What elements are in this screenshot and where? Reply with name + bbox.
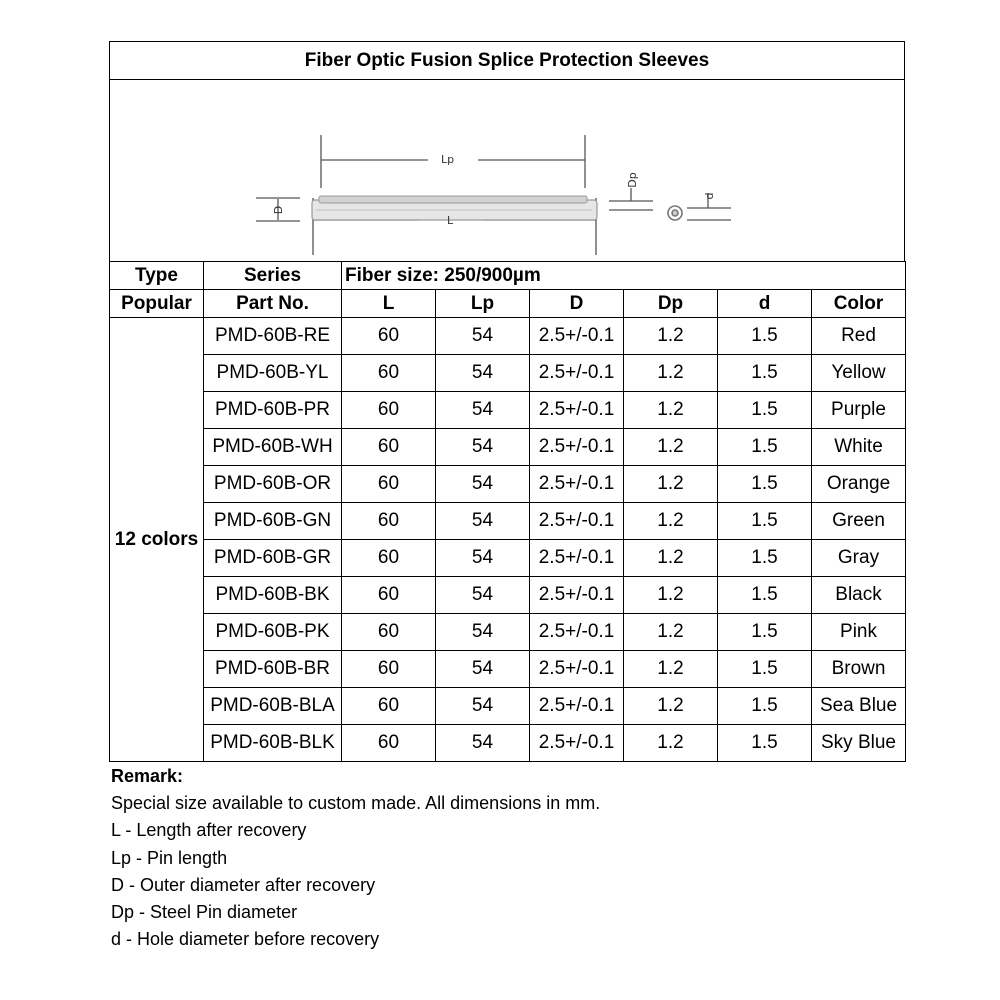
- l-cell: 60: [342, 651, 436, 688]
- remark-line: Special size available to custom made. All dimensions in mm.: [111, 793, 601, 814]
- header-color: Color: [812, 290, 906, 318]
- header-d: D: [530, 290, 624, 318]
- part-no-cell: PMD-60B-RE: [204, 318, 342, 355]
- dp-cell: 1.2: [624, 503, 718, 540]
- part-no-cell: PMD-60B-PK: [204, 614, 342, 651]
- label-dp: Dp: [626, 172, 639, 188]
- d-hole-cell: 1.5: [718, 614, 812, 651]
- dp-cell: 1.2: [624, 688, 718, 725]
- part-no-cell: PMD-60B-BR: [204, 651, 342, 688]
- dp-cell: 1.2: [624, 540, 718, 577]
- lp-cell: 54: [436, 318, 530, 355]
- part-no-cell: PMD-60B-BLK: [204, 725, 342, 762]
- color-cell: Purple: [812, 392, 906, 429]
- l-cell: 60: [342, 429, 436, 466]
- part-no-cell: PMD-60B-BLA: [204, 688, 342, 725]
- l-cell: 60: [342, 503, 436, 540]
- sleeve-diagram: [109, 80, 905, 261]
- d-cell: 2.5+/-0.1: [530, 318, 624, 355]
- l-cell: 60: [342, 577, 436, 614]
- part-no-cell: PMD-60B-YL: [204, 355, 342, 392]
- header-type: Type: [110, 262, 204, 290]
- l-cell: 60: [342, 392, 436, 429]
- header-series: Series: [204, 262, 342, 290]
- d-cell: 2.5+/-0.1: [530, 651, 624, 688]
- dp-cell: 1.2: [624, 725, 718, 762]
- l-cell: 60: [342, 725, 436, 762]
- table-row: [110, 429, 906, 466]
- l-cell: 60: [342, 614, 436, 651]
- dp-cell: 1.2: [624, 466, 718, 503]
- header-d-hole: d: [718, 290, 812, 318]
- lp-cell: 54: [436, 540, 530, 577]
- table-row: [110, 540, 906, 577]
- part-no-cell: PMD-60B-WH: [204, 429, 342, 466]
- lp-cell: 54: [436, 392, 530, 429]
- header-dp: Dp: [624, 290, 718, 318]
- color-cell: Brown: [812, 651, 906, 688]
- sheet-title: Fiber Optic Fusion Splice Protection Sleeves: [109, 41, 905, 80]
- table-row: [110, 392, 906, 429]
- label-l: L: [447, 214, 454, 227]
- header-popular: Popular: [110, 290, 204, 318]
- header-row-1: [110, 262, 906, 290]
- color-cell: Sea Blue: [812, 688, 906, 725]
- l-cell: 60: [342, 355, 436, 392]
- d-cell: 2.5+/-0.1: [530, 577, 624, 614]
- table-row: [110, 355, 906, 392]
- color-cell: Orange: [812, 466, 906, 503]
- group-label: 12 colors: [110, 318, 204, 762]
- header-lp: Lp: [436, 290, 530, 318]
- table-row: [110, 651, 906, 688]
- table-row: [110, 503, 906, 540]
- part-no-cell: PMD-60B-GN: [204, 503, 342, 540]
- d-cell: 2.5+/-0.1: [530, 466, 624, 503]
- d-hole-cell: 1.5: [718, 355, 812, 392]
- d-cell: 2.5+/-0.1: [530, 392, 624, 429]
- cross-section-icon: [668, 206, 682, 220]
- color-cell: Gray: [812, 540, 906, 577]
- d-cell: 2.5+/-0.1: [530, 688, 624, 725]
- lp-cell: 54: [436, 725, 530, 762]
- lp-cell: 54: [436, 355, 530, 392]
- d-hole-cell: 1.5: [718, 466, 812, 503]
- d-cell: 2.5+/-0.1: [530, 503, 624, 540]
- color-cell: Yellow: [812, 355, 906, 392]
- label-lp: Lp: [441, 153, 455, 166]
- table-row: [110, 466, 906, 503]
- l-cell: 60: [342, 688, 436, 725]
- l-cell: 60: [342, 540, 436, 577]
- color-cell: Black: [812, 577, 906, 614]
- dp-cell: 1.2: [624, 651, 718, 688]
- header-fiber-size: Fiber size: 250/900µm: [342, 262, 906, 290]
- remark-line: D - Outer diameter after recovery: [111, 874, 376, 895]
- spec-sheet: [109, 41, 905, 762]
- remarks-section: [111, 763, 600, 953]
- header-part-no: Part No.: [204, 290, 342, 318]
- color-cell: Pink: [812, 614, 906, 651]
- d-hole-cell: 1.5: [718, 577, 812, 614]
- lp-cell: 54: [436, 688, 530, 725]
- l-cell: 60: [342, 466, 436, 503]
- d-hole-cell: 1.5: [718, 429, 812, 466]
- label-d-outer: D: [272, 205, 285, 215]
- color-cell: Green: [812, 503, 906, 540]
- remark-line: L - Length after recovery: [111, 820, 307, 841]
- table-row: [110, 725, 906, 762]
- d-hole-cell: 1.5: [718, 503, 812, 540]
- remarks-title: Remark:: [111, 766, 184, 786]
- lp-cell: 54: [436, 651, 530, 688]
- color-cell: Red: [812, 318, 906, 355]
- d-hole-cell: 1.5: [718, 651, 812, 688]
- lp-cell: 54: [436, 503, 530, 540]
- dp-cell: 1.2: [624, 318, 718, 355]
- d-hole-cell: 1.5: [718, 318, 812, 355]
- lp-cell: 54: [436, 577, 530, 614]
- sleeve-body: [312, 196, 597, 220]
- part-no-cell: PMD-60B-PR: [204, 392, 342, 429]
- lp-cell: 54: [436, 429, 530, 466]
- dp-cell: 1.2: [624, 614, 718, 651]
- d-cell: 2.5+/-0.1: [530, 355, 624, 392]
- d-hole-cell: 1.5: [718, 392, 812, 429]
- color-cell: White: [812, 429, 906, 466]
- dp-cell: 1.2: [624, 355, 718, 392]
- d-hole-cell: 1.5: [718, 688, 812, 725]
- header-l: L: [342, 290, 436, 318]
- d-hole-cell: 1.5: [718, 725, 812, 762]
- label-d-hole: d: [703, 192, 716, 200]
- lp-cell: 54: [436, 466, 530, 503]
- table-row: [110, 318, 906, 355]
- remark-line: d - Hole diameter before recovery: [111, 929, 380, 950]
- table-row: [110, 614, 906, 651]
- l-cell: 60: [342, 318, 436, 355]
- dp-cell: 1.2: [624, 577, 718, 614]
- d-hole-cell: 1.5: [718, 540, 812, 577]
- d-cell: 2.5+/-0.1: [530, 725, 624, 762]
- color-cell: Sky Blue: [812, 725, 906, 762]
- header-row-2: [110, 290, 906, 318]
- d-cell: 2.5+/-0.1: [530, 429, 624, 466]
- sleeve-drawing: [110, 80, 906, 261]
- remark-line: Dp - Steel Pin diameter: [111, 902, 298, 923]
- part-no-cell: PMD-60B-BK: [204, 577, 342, 614]
- spec-table: [109, 261, 906, 762]
- table-row: [110, 577, 906, 614]
- d-cell: 2.5+/-0.1: [530, 614, 624, 651]
- lp-cell: 54: [436, 614, 530, 651]
- remark-line: Lp - Pin length: [111, 847, 228, 868]
- table-row: [110, 688, 906, 725]
- dp-cell: 1.2: [624, 429, 718, 466]
- d-cell: 2.5+/-0.1: [530, 540, 624, 577]
- part-no-cell: PMD-60B-GR: [204, 540, 342, 577]
- part-no-cell: PMD-60B-OR: [204, 466, 342, 503]
- dp-cell: 1.2: [624, 392, 718, 429]
